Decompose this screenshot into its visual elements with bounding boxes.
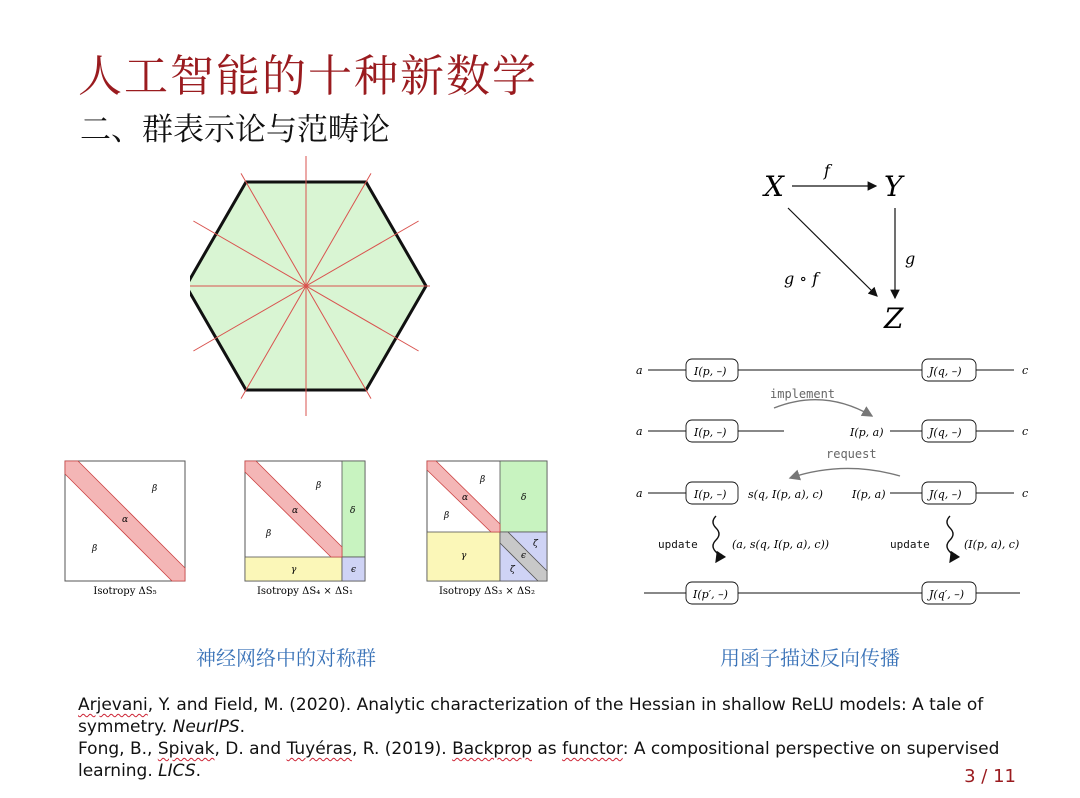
node-x: X <box>764 170 784 203</box>
svg-text:a: a <box>636 425 643 438</box>
region-beta: β <box>152 484 158 494</box>
svg-text:Isotropy ΔS₄ × ΔS₁: Isotropy ΔS₄ × ΔS₁ <box>256 586 354 597</box>
svg-text:c: c <box>1022 487 1029 500</box>
svg-text:β: β <box>480 475 486 485</box>
node-z: Z <box>884 302 904 335</box>
svg-text:c: c <box>1022 425 1029 438</box>
region-alpha: α <box>122 515 129 525</box>
isotropy-panel-2 <box>244 458 368 598</box>
svg-text:update: update <box>658 538 698 551</box>
svg-text:ζ: ζ <box>510 565 515 575</box>
svg-text:β: β <box>266 529 272 539</box>
reference-2: Fong, B., Spivak, D. and Tuyéras, R. (2019). Backprop as functor: A compositional perspective on supervised learning. LICS. <box>78 739 1000 781</box>
backprop-diagram <box>624 348 1044 618</box>
svg-text:f: f <box>824 161 830 180</box>
svg-text:ϵ: ϵ <box>351 565 357 575</box>
svg-text:δ: δ <box>521 493 527 503</box>
svg-text:I(p, –): I(p, –) <box>694 365 727 378</box>
svg-text:I(p, a): I(p, a) <box>850 426 884 439</box>
svg-text:request: request <box>826 447 877 461</box>
svg-text:c: c <box>1022 364 1029 377</box>
svg-text:α: α <box>292 506 299 516</box>
svg-text:g ∘ f: g ∘ f <box>784 269 819 288</box>
right-caption: 用函子描述反向传播 <box>720 646 900 670</box>
svg-text:J(q, –): J(q, –) <box>929 365 962 378</box>
references <box>78 694 1038 782</box>
svg-text:γ: γ <box>461 551 467 561</box>
svg-text:(I(p, a), c): (I(p, a), c) <box>964 538 1020 551</box>
svg-text:J(q, –): J(q, –) <box>929 488 962 501</box>
svg-text:update: update <box>890 538 930 551</box>
svg-text:s(q, I(p, a), c): s(q, I(p, a), c) <box>748 488 823 501</box>
svg-text:Isotropy ΔS₃ × ΔS₂: Isotropy ΔS₃ × ΔS₂ <box>438 586 536 597</box>
panel-label: Isotropy ΔS₅ <box>93 586 157 597</box>
svg-text:ζ: ζ <box>533 539 538 549</box>
region-beta: β <box>92 544 98 554</box>
slide-title: 人工智能的十种新数学 <box>78 51 538 102</box>
reference-1: Arjevani, Y. and Field, M. (2020). Analytic characterization of the Hessian in shallow ReLU models: A tale of symmetry. NeurIPS. <box>78 695 984 737</box>
svg-text:I(p, a): I(p, a) <box>852 488 886 501</box>
isotropy-panel-3 <box>426 458 550 598</box>
page-number: 3 / 11 <box>964 766 1016 787</box>
svg-text:γ: γ <box>291 565 297 575</box>
slide-subtitle: 二、群表示论与范畴论 <box>80 112 390 148</box>
svg-text:J(q, –): J(q, –) <box>929 426 962 439</box>
svg-text:I(p, –): I(p, –) <box>694 426 727 439</box>
isotropy-panel-1 <box>64 458 188 598</box>
svg-text:g: g <box>905 249 916 268</box>
commutative-triangle <box>740 160 940 340</box>
svg-text:I(p′, –): I(p′, –) <box>693 588 728 601</box>
svg-text:β: β <box>444 511 450 521</box>
svg-text:β: β <box>316 481 322 491</box>
node-y: Y <box>884 170 903 203</box>
svg-text:I(p, –): I(p, –) <box>694 488 727 501</box>
svg-text:(a, s(q, I(p, a), c)): (a, s(q, I(p, a), c)) <box>732 538 830 551</box>
svg-text:δ: δ <box>350 506 356 516</box>
svg-text:J(q′, –): J(q′, –) <box>929 588 965 601</box>
svg-text:a: a <box>636 487 643 500</box>
left-caption: 神经网络中的对称群 <box>196 646 376 670</box>
svg-text:implement: implement <box>770 387 836 401</box>
hexagon-symmetry-figure <box>190 150 430 440</box>
svg-text:α: α <box>462 493 469 503</box>
svg-text:a: a <box>636 364 643 377</box>
svg-text:ϵ: ϵ <box>521 551 527 561</box>
